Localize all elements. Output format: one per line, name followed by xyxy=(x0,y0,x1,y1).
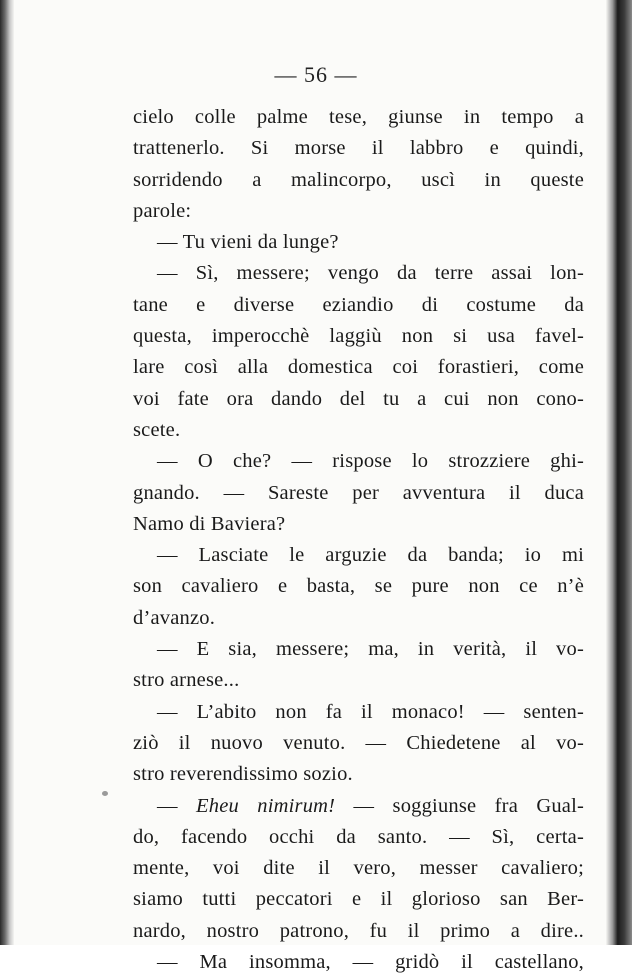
text-line: trattenerlo. Si morse il labbro e quindi, xyxy=(133,137,584,160)
text-line: stro arnese... xyxy=(133,669,240,692)
text-line: tane e diverse eziandio di costume da xyxy=(133,293,584,316)
text-line: voi fate ora dando del tu a cui non cono- xyxy=(133,387,584,410)
text-line: stro reverendissimo sozio. xyxy=(133,763,353,786)
body-text xyxy=(133,102,584,978)
text-line: cielo colle palme tese, giunse in tempo a xyxy=(133,106,584,128)
text-line: siamo tutti peccatori e il glorioso san Ber- xyxy=(133,888,584,911)
text-line: ziò il nuovo venuto. — Chiedetene al vo- xyxy=(133,731,584,754)
text-line: — Tu vieni da lunge? xyxy=(157,231,339,254)
paper-speck xyxy=(102,791,108,796)
page-number: — 56 — xyxy=(274,62,358,87)
text-line: gnando. — Sareste per avventura il duca xyxy=(133,481,584,504)
binding-edge-right xyxy=(606,0,632,945)
text-line: d’avanzo. xyxy=(133,606,216,629)
text-line xyxy=(133,791,584,822)
text-line: parole: xyxy=(133,199,192,222)
text-line: do, facendo occhi da santo. — Sì, certa- xyxy=(133,825,584,848)
text-segment: — xyxy=(157,794,197,817)
text-line: — O che? — rispose lo strozziere ghi- xyxy=(157,450,584,473)
italic-phrase: Eheu nimirum! xyxy=(196,794,336,817)
text-line: nardo, nostro patrono, fu il primo a dire.. xyxy=(133,919,584,942)
binding-edge-left xyxy=(0,0,14,945)
text-line: scete. xyxy=(133,418,181,441)
text-line: — L’abito non fa il monaco! — senten- xyxy=(157,700,584,723)
text-line: — Sì, messere; vengo da terre assai lon- xyxy=(157,262,584,285)
text-line: questa, imperocchè laggiù non si usa favel- xyxy=(133,325,584,348)
text-line: lare così alla domestica coi forastieri, come xyxy=(133,356,584,379)
text-segment: — soggiunse fra Gual- xyxy=(335,794,585,817)
text-line: mente, voi dite il vero, messer cavaliero; xyxy=(133,857,584,880)
text-line: — Lasciate le arguzie da banda; io mi xyxy=(157,544,584,567)
text-line: sorridendo a malincorpo, uscì in queste xyxy=(133,168,584,191)
text-line: son cavaliero e basta, se pure non ce n’è xyxy=(133,575,584,598)
text-line: Namo di Baviera? xyxy=(133,512,286,535)
text-line: — E sia, messere; ma, in verità, il vo- xyxy=(157,638,584,661)
text-line: — Ma insomma, — gridò il castellano, xyxy=(157,951,584,974)
